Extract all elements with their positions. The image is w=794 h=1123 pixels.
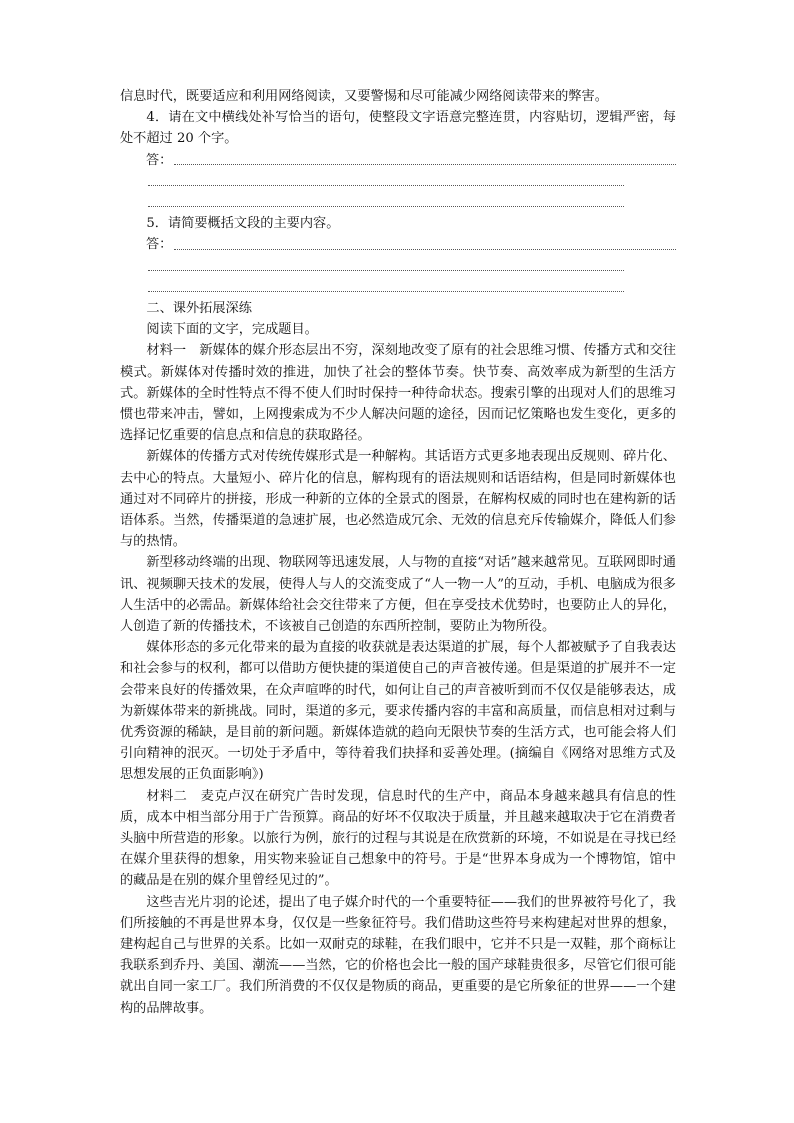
answer-line[interactable]: [148, 279, 624, 292]
paragraph-2: 新媒体的传播方式对传统传媒形式是一种解构。其话语方式更多地表现出反规则、碎片化、去中心的特点。大量短小、碎片化的信息，解构现有的语法规则和话语结构，但是同时新媒体也通过对不同碎片的拼接，形成一种新的立体的全景式的图景，在解构权威的同时也在建构新的话语体系。当然，传播渠道的急速扩展，也必然造成冗余、无效的信息充斥传输媒介，降低人们参与的热情。: [120, 449, 676, 550]
answer-line[interactable]: [174, 237, 676, 250]
document-page: [120, 86, 676, 1019]
answer-label: 答：: [146, 237, 173, 253]
answer-label: 答：: [146, 152, 173, 168]
paragraph-4: 媒体形态的多元化带来的最为直接的收获就是表达渠道的扩展，每个人都被赋予了自我表达和社会参与的权利，都可以借助方便快捷的渠道使自己的声音被传递。但是渠道的扩展并不一定会带来良好的传播效果，在众声喧哗的时代，如何让自己的声音被听到而不仅仅是能够表达，成为新媒体带来的新挑战。同时，渠道的多元，要求传播内容的丰富和高质量，而信息相对过剩与优秀资源的稀缺，是目前的新问题。新媒体造就的趋向无限快节奏的生活方式，也可能会将人们引向精神的泯灭。一切处于矛盾中，等待着我们抉择和妥善处理。(摘编自《网络对思维方式及思想发展的正负面影响》): [120, 640, 676, 783]
answer-row-q4: [120, 150, 676, 171]
answer-row-q5: [120, 234, 676, 255]
paragraph-6: 这些吉光片羽的论述，提出了电子媒介时代的一个重要特征——我们的世界被符号化了，我们所接触的不再是世界本身，仅仅是一些象征符号。我们借助这些符号来构建起对世界的想象，建构起自己与世界的关系。比如一双耐克的球鞋，在我们眼中，它并不只是一双鞋，那个商标让我联系到乔丹、美国、潮流——当然，它的价格也会比一般的国产球鞋贵很多，尽管它们很可能就出自同一家工厂。我们所消费的不仅仅是物质的商品，更重要的是它所象征的世界——一个建构的品牌故事。: [120, 894, 676, 1016]
answer-line[interactable]: [148, 194, 624, 207]
section-2-title: 二、课外拓展深练: [146, 300, 252, 316]
paragraph-5: 材料二 麦克卢汉在研究广告时发现，信息时代的生产中，商品本身越来越具有信息的性质，成本中相当部分用于广告预算。商品的好坏不仅取决于质量，并且越来越取决于它在消费者头脑中所营造的形象。以旅行为例，旅行的过程与其说是在欣赏新的环境，不如说是在寻找已经在媒介里获得的想象，用实物来验证自己想象中的符号。于是“世界本身成为一个博物馆，馆中的藏品是在别的媒介里曾经见过的”。: [120, 788, 676, 889]
answer-line[interactable]: [174, 152, 676, 165]
question-4: 4．请在文中横线处补写恰当的语句，使整段文字语意完整连贯，内容贴切，逻辑严密，每处不超过 20 个字。: [120, 110, 676, 147]
paragraph-1: 材料一 新媒体的媒介形态层出不穷，深刻地改变了原有的社会思维习惯、传播方式和交往模式。新媒体对传播时效的推进，加快了社会的整体节奏。快节奏、高效率成为新型的生活方式。新媒体的全时性特点不得不使人们时时保持一种待命状态。搜索引擎的出现对人们的思维习惯也带来冲击，譬如，上网搜索成为不少人解决问题的途径，因而记忆策略也发生变化，更多的选择记忆重要的信息点和信息的获取路径。: [120, 343, 676, 444]
question-5: 5．请简要概括文段的主要内容。: [146, 216, 340, 232]
intro-line: 信息时代，既要适应和利用网络阅读，又要警惕和尽可能减少网络阅读带来的弊害。: [120, 89, 608, 104]
answer-line[interactable]: [148, 258, 624, 271]
paragraph-3: 新型移动终端的出现、物联网等迅速发展，人与物的直接“对话”越来越常见。互联网即时通讯、视频聊天技术的发展，使得人与人的交流变成了“人一物一人”的互动，手机、电脑成为很多人生活中的必需品。新媒体给社会交往带来了方便，但在享受技术优势时，也要防止人的异化，人创造了新的传播技术，不该被自己创造的东西所控制，要防止为物所役。: [120, 555, 676, 634]
answer-line[interactable]: [148, 173, 624, 186]
instruction: 阅读下面的文字，完成题目。: [146, 322, 318, 338]
